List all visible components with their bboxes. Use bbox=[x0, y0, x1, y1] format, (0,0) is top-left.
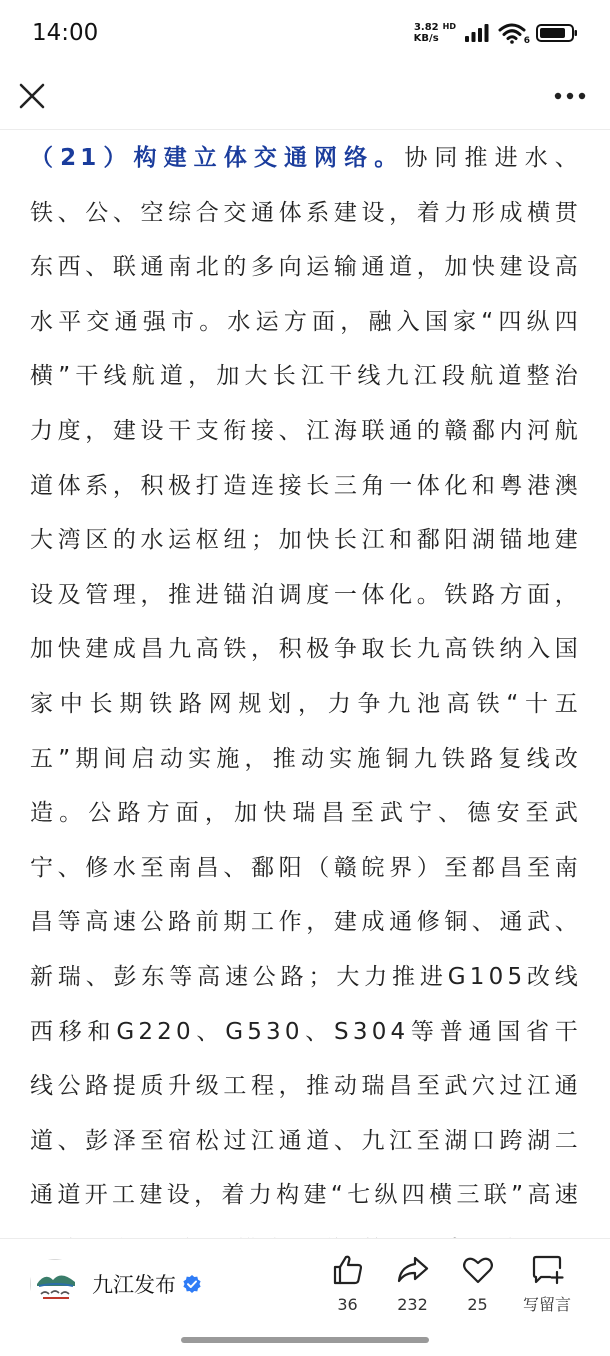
comment-button[interactable] bbox=[510, 1253, 584, 1314]
bottom-bar bbox=[0, 1238, 610, 1334]
article-paragraph bbox=[30, 130, 582, 1277]
battery-icon bbox=[536, 23, 578, 43]
wifi-icon bbox=[498, 22, 528, 44]
heart-icon bbox=[461, 1253, 495, 1287]
publisher-logo-icon bbox=[31, 1260, 81, 1310]
like-button[interactable] bbox=[315, 1253, 380, 1314]
network-speed bbox=[414, 22, 439, 44]
home-indicator[interactable] bbox=[181, 1337, 429, 1343]
top-bar bbox=[0, 66, 610, 130]
publisher-name-link[interactable] bbox=[92, 1269, 202, 1299]
thumbs-up-icon bbox=[331, 1253, 365, 1287]
favorite-button[interactable] bbox=[445, 1253, 510, 1314]
comment-icon bbox=[530, 1253, 564, 1287]
share-count: 232 bbox=[397, 1295, 428, 1314]
close-button[interactable] bbox=[16, 80, 48, 112]
share-button[interactable] bbox=[380, 1253, 445, 1314]
comment-label: 写留言 bbox=[522, 1295, 571, 1314]
article-content bbox=[30, 130, 582, 1238]
publisher-avatar[interactable] bbox=[30, 1259, 80, 1309]
network-speed-unit: KB/s bbox=[413, 33, 439, 44]
hd-badge: HD bbox=[442, 21, 456, 31]
status-bar bbox=[0, 0, 610, 66]
favorite-count: 25 bbox=[467, 1295, 488, 1314]
verified-badge-icon bbox=[182, 1274, 202, 1294]
signal-icon bbox=[464, 23, 490, 43]
article-heading: （21）构建立体交通网络。 bbox=[30, 145, 405, 171]
more-icon bbox=[552, 82, 588, 110]
article-body: 协同推进水、铁、公、空综合交通体系建设，着力形成横贯东西、联通南北的多向运输通道，加快建设高水平交通强市。水运方面，融入国家“四纵四横”干线航道，加大长江干线九江段航道整治力度，建设干支衔接、江海联通的赣鄱内河航道体系，积极打造连接长三角一体化和粤港澳大湾区的水运枢纽；加快长江和鄱阳湖锚地建设及管理，推进锚泊调度一体化。铁路方面，加快建成昌九高铁，积极争取长九高铁纳入国家中长期铁路网规划，力争九池高铁“十五五”期间启动实施，推动实施铜九铁路复线改造。公路方面，加快瑞昌至武宁、德安至武宁、修水至南昌、鄱阳（赣皖界）至都昌至南昌等高速公路前期工作，建成通修铜、通武、新瑞、彭东等高速公路；大力推进G105改线西移和G220、G530、S304等普通国省干线公路提质升级工程，推动瑞昌至武穴过江通道、彭泽至宿松过江通道、九江至湖口跨湖二通道开工建设，着力构建“七纵四横三联”高速 bbox=[30, 145, 582, 1209]
close-icon bbox=[16, 80, 48, 112]
publisher-name: 九江发布 bbox=[92, 1273, 176, 1297]
wifi-badge: 6 bbox=[523, 36, 530, 46]
status-time: 14:00 bbox=[32, 20, 99, 46]
action-group bbox=[315, 1253, 584, 1314]
status-icons bbox=[414, 20, 578, 46]
more-button[interactable] bbox=[552, 82, 588, 110]
share-icon bbox=[396, 1253, 430, 1287]
like-count: 36 bbox=[337, 1295, 358, 1314]
network-speed-value: 3.82 bbox=[413, 22, 439, 33]
